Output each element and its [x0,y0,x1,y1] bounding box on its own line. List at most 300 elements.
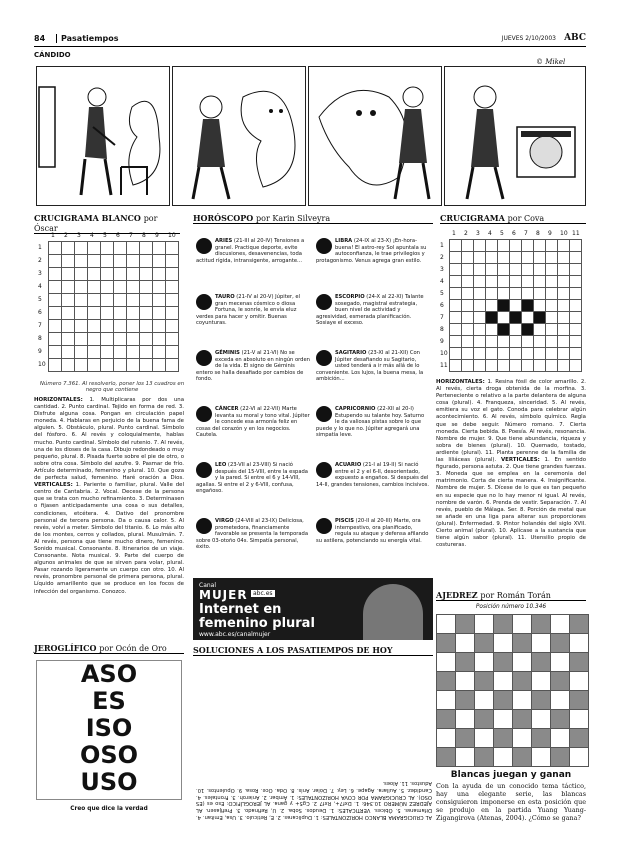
grid-cell[interactable] [570,312,582,324]
grid-cell[interactable] [140,359,153,372]
grid-cell[interactable] [101,281,114,294]
grid-cell[interactable] [166,268,179,281]
grid-cell[interactable] [450,312,462,324]
chess-square[interactable] [494,729,513,748]
grid-cell[interactable] [450,348,462,360]
grid-cell[interactable] [127,255,140,268]
grid-cell[interactable] [570,324,582,336]
chess-square[interactable] [475,729,494,748]
chess-square[interactable] [570,634,589,653]
grid-cell[interactable] [522,360,534,372]
grid-cell[interactable] [462,348,474,360]
grid-cell[interactable] [153,242,166,255]
grid-cell[interactable] [101,333,114,346]
grid-cell[interactable] [166,307,179,320]
grid-cell[interactable] [88,242,101,255]
grid-cell[interactable] [166,242,179,255]
grid-cell[interactable] [558,288,570,300]
chess-square[interactable] [551,729,570,748]
grid-cell[interactable] [75,255,88,268]
grid-cell[interactable] [49,346,62,359]
grid-cell[interactable] [522,312,534,324]
chess-square[interactable] [494,748,513,767]
grid-cell[interactable] [486,360,498,372]
grid-cell[interactable] [474,312,486,324]
grid-cell[interactable] [88,333,101,346]
grid-cell[interactable] [570,360,582,372]
grid-cell[interactable] [140,281,153,294]
grid-cell[interactable] [522,240,534,252]
chess-square[interactable] [456,672,475,691]
grid-cell[interactable] [450,300,462,312]
grid-cell[interactable] [114,268,127,281]
grid-cell[interactable] [153,255,166,268]
grid-cell[interactable] [114,346,127,359]
grid-cell[interactable] [140,268,153,281]
grid-cell[interactable] [558,252,570,264]
grid-cell[interactable] [546,312,558,324]
grid-cell[interactable] [534,348,546,360]
grid-cell[interactable] [153,294,166,307]
chess-square[interactable] [570,672,589,691]
chess-square[interactable] [475,653,494,672]
grid-cell[interactable] [62,294,75,307]
canal-mujer-ad[interactable] [193,578,433,640]
grid-cell[interactable] [127,307,140,320]
grid-cell[interactable] [127,294,140,307]
chess-square[interactable] [532,729,551,748]
grid-cell[interactable] [486,324,498,336]
chess-square[interactable] [437,748,456,767]
zodiac-icon [196,518,212,534]
grid-cell[interactable] [62,359,75,372]
grid-cell[interactable] [140,255,153,268]
grid-cell[interactable] [522,336,534,348]
chess-square[interactable] [494,672,513,691]
chess-square[interactable] [532,691,551,710]
grid-cell[interactable] [114,294,127,307]
grid-cell[interactable] [474,252,486,264]
grid-cell[interactable] [534,252,546,264]
grid-cell[interactable] [558,312,570,324]
grid-cell[interactable] [546,360,558,372]
chess-square[interactable] [437,710,456,729]
grid-cell[interactable] [546,300,558,312]
grid-cell[interactable] [462,360,474,372]
grid-cell[interactable] [522,348,534,360]
chess-square[interactable] [532,672,551,691]
chess-square[interactable] [475,710,494,729]
grid-cell[interactable] [474,240,486,252]
grid-cell[interactable] [101,320,114,333]
grid-cell[interactable] [522,300,534,312]
grid-cell[interactable] [498,264,510,276]
zodiac-icon [316,294,332,310]
grid-cell[interactable] [49,359,62,372]
chess-square[interactable] [570,653,589,672]
chess-square[interactable] [551,691,570,710]
chess-square[interactable] [570,729,589,748]
chess-square[interactable] [437,615,456,634]
grid-cell[interactable] [510,348,522,360]
grid-cell[interactable] [127,333,140,346]
chess-square[interactable] [456,729,475,748]
grid-cell[interactable] [486,264,498,276]
chess-square[interactable] [513,615,532,634]
grid-cell[interactable] [510,240,522,252]
grid-cell[interactable] [522,288,534,300]
grid-cell[interactable] [534,288,546,300]
grid-cell[interactable] [522,264,534,276]
grid-cell[interactable] [486,276,498,288]
grid-cell[interactable] [462,336,474,348]
chess-square[interactable] [456,653,475,672]
grid-cell[interactable] [546,336,558,348]
grid-cell[interactable] [546,264,558,276]
chess-square[interactable] [494,634,513,653]
grid-cell[interactable] [49,268,62,281]
grid-cell[interactable] [101,307,114,320]
grid-cell[interactable] [522,324,534,336]
row-label: 9 [440,338,444,345]
grid-cell[interactable] [127,281,140,294]
grid-cell[interactable] [486,252,498,264]
grid-cell[interactable] [510,336,522,348]
grid-cell[interactable] [486,336,498,348]
grid-cell[interactable] [166,333,179,346]
grid-cell[interactable] [558,324,570,336]
grid-cell[interactable] [510,360,522,372]
chess-square[interactable] [532,634,551,653]
grid-cell[interactable] [498,324,510,336]
chess-square[interactable] [494,710,513,729]
chess-square[interactable] [570,615,589,634]
grid-cell[interactable] [570,240,582,252]
grid-cell[interactable] [498,312,510,324]
grid-cell[interactable] [462,312,474,324]
crucigrama-blanco-grid[interactable] [48,241,179,372]
grid-cell[interactable] [127,320,140,333]
grid-cell[interactable] [522,276,534,288]
chess-square[interactable] [475,634,494,653]
ad-url[interactable]: www.abc.es/canalmujer [199,631,271,638]
crucigrama-cova-grid[interactable] [449,239,582,372]
grid-cell[interactable] [462,276,474,288]
grid-cell[interactable] [88,320,101,333]
grid-cell[interactable] [101,346,114,359]
grid-cell[interactable] [534,264,546,276]
horoscope-sign-libra [316,238,430,264]
grid-cell[interactable] [534,276,546,288]
grid-cell[interactable] [558,264,570,276]
grid-cell[interactable] [474,360,486,372]
grid-cell[interactable] [127,346,140,359]
grid-cell[interactable] [166,320,179,333]
chess-square[interactable] [551,634,570,653]
chess-square[interactable] [437,653,456,672]
ad-woman-photo [363,584,423,640]
grid-cell[interactable] [522,252,534,264]
grid-cell[interactable] [474,348,486,360]
grid-cell[interactable] [166,281,179,294]
grid-cell[interactable] [558,336,570,348]
chess-square[interactable] [437,729,456,748]
chess-board[interactable] [436,614,589,767]
grid-cell[interactable] [498,360,510,372]
chess-square[interactable] [513,748,532,767]
cc-verticales-label: VERTICALES: [501,457,540,464]
grid-cell[interactable] [49,333,62,346]
grid-cell[interactable] [510,264,522,276]
grid-cell[interactable] [114,242,127,255]
chess-square[interactable] [494,691,513,710]
grid-cell[interactable] [49,320,62,333]
grid-cell[interactable] [570,300,582,312]
grid-cell[interactable] [498,240,510,252]
grid-cell[interactable] [570,336,582,348]
grid-cell[interactable] [510,312,522,324]
grid-cell[interactable] [114,320,127,333]
grid-cell[interactable] [127,242,140,255]
grid-cell[interactable] [486,312,498,324]
grid-cell[interactable] [114,359,127,372]
grid-cell[interactable] [474,264,486,276]
crucigrama-cova-col-labels [449,230,589,238]
grid-cell[interactable] [558,240,570,252]
grid-cell[interactable] [153,359,166,372]
chess-square[interactable] [437,672,456,691]
cb-verticales-label: VERTICALES: [34,482,73,489]
grid-cell[interactable] [462,252,474,264]
grid-cell[interactable] [88,281,101,294]
grid-cell[interactable] [498,288,510,300]
grid-cell[interactable] [570,348,582,360]
grid-cell[interactable] [75,307,88,320]
grid-cell[interactable] [101,359,114,372]
grid-cell[interactable] [546,276,558,288]
grid-cell[interactable] [49,307,62,320]
grid-cell[interactable] [153,320,166,333]
grid-cell[interactable] [140,346,153,359]
chess-square[interactable] [551,653,570,672]
grid-cell[interactable] [153,346,166,359]
chess-square[interactable] [513,634,532,653]
grid-cell[interactable] [462,324,474,336]
grid-cell[interactable] [498,300,510,312]
grid-cell[interactable] [62,333,75,346]
chess-square[interactable] [513,672,532,691]
grid-cell[interactable] [558,276,570,288]
chess-square[interactable] [437,634,456,653]
chess-square[interactable] [456,615,475,634]
grid-cell[interactable] [534,240,546,252]
grid-cell[interactable] [534,300,546,312]
grid-cell[interactable] [62,281,75,294]
grid-cell[interactable] [114,307,127,320]
grid-cell[interactable] [153,307,166,320]
chess-square[interactable] [456,748,475,767]
grid-cell[interactable] [546,252,558,264]
chess-square[interactable] [532,615,551,634]
grid-cell[interactable] [153,333,166,346]
grid-cell[interactable] [450,324,462,336]
grid-cell[interactable] [88,255,101,268]
grid-cell[interactable] [75,346,88,359]
grid-cell[interactable] [546,348,558,360]
grid-cell[interactable] [498,336,510,348]
grid-cell[interactable] [49,281,62,294]
grid-cell[interactable] [534,324,546,336]
row-label: 6 [38,309,42,316]
grid-cell[interactable] [498,276,510,288]
chess-square[interactable] [475,691,494,710]
chess-square[interactable] [437,691,456,710]
chess-square[interactable] [456,691,475,710]
grid-cell[interactable] [88,294,101,307]
grid-cell[interactable] [510,300,522,312]
grid-cell[interactable] [450,288,462,300]
grid-cell[interactable] [534,336,546,348]
chess-square[interactable] [570,710,589,729]
grid-cell[interactable] [450,240,462,252]
grid-cell[interactable] [450,264,462,276]
grid-cell[interactable] [127,268,140,281]
grid-cell[interactable] [75,333,88,346]
grid-cell[interactable] [474,276,486,288]
chess-square[interactable] [475,672,494,691]
grid-cell[interactable] [140,307,153,320]
chess-square[interactable] [513,653,532,672]
grid-cell[interactable] [462,264,474,276]
grid-cell[interactable] [140,242,153,255]
chess-square[interactable] [456,710,475,729]
grid-cell[interactable] [62,320,75,333]
grid-cell[interactable] [75,268,88,281]
grid-cell[interactable] [498,252,510,264]
grid-cell[interactable] [570,276,582,288]
grid-cell[interactable] [462,240,474,252]
grid-cell[interactable] [570,252,582,264]
grid-cell[interactable] [486,240,498,252]
grid-cell[interactable] [101,294,114,307]
grid-cell[interactable] [49,294,62,307]
grid-cell[interactable] [510,276,522,288]
chess-square[interactable] [513,691,532,710]
grid-cell[interactable] [62,268,75,281]
chess-square[interactable] [494,653,513,672]
grid-cell[interactable] [140,294,153,307]
grid-cell[interactable] [450,360,462,372]
grid-cell[interactable] [570,288,582,300]
grid-cell[interactable] [49,242,62,255]
grid-cell[interactable] [88,307,101,320]
grid-cell[interactable] [75,294,88,307]
grid-cell[interactable] [101,255,114,268]
grid-cell[interactable] [570,264,582,276]
grid-cell[interactable] [62,242,75,255]
grid-cell[interactable] [49,255,62,268]
grid-cell[interactable] [462,300,474,312]
chess-square[interactable] [570,691,589,710]
grid-cell[interactable] [486,288,498,300]
grid-cell[interactable] [546,240,558,252]
grid-cell[interactable] [101,268,114,281]
grid-cell[interactable] [140,333,153,346]
grid-cell[interactable] [88,359,101,372]
grid-cell[interactable] [462,288,474,300]
chess-square[interactable] [551,672,570,691]
chess-square[interactable] [532,748,551,767]
sign-name: SAGITARIO [335,350,367,356]
grid-cell[interactable] [88,268,101,281]
grid-cell[interactable] [88,346,101,359]
grid-cell[interactable] [510,252,522,264]
grid-cell[interactable] [534,360,546,372]
grid-cell[interactable] [486,348,498,360]
chess-square[interactable] [551,615,570,634]
chess-square[interactable] [532,710,551,729]
chess-square[interactable] [532,653,551,672]
chess-square[interactable] [456,634,475,653]
grid-cell[interactable] [114,333,127,346]
grid-cell[interactable] [166,346,179,359]
chess-square[interactable] [513,729,532,748]
chess-square[interactable] [494,615,513,634]
grid-cell[interactable] [534,312,546,324]
grid-cell[interactable] [510,288,522,300]
chess-square[interactable] [551,710,570,729]
chess-square[interactable] [570,748,589,767]
grid-cell[interactable] [450,336,462,348]
grid-cell[interactable] [510,324,522,336]
grid-cell[interactable] [75,281,88,294]
grid-cell[interactable] [101,242,114,255]
chess-square[interactable] [513,710,532,729]
chess-square[interactable] [475,615,494,634]
grid-cell[interactable] [166,359,179,372]
grid-cell[interactable] [546,324,558,336]
grid-cell[interactable] [166,294,179,307]
grid-cell[interactable] [558,300,570,312]
grid-cell[interactable] [474,288,486,300]
grid-cell[interactable] [558,360,570,372]
grid-cell[interactable] [474,336,486,348]
grid-cell[interactable] [62,346,75,359]
grid-cell[interactable] [546,288,558,300]
grid-cell[interactable] [75,320,88,333]
chess-square[interactable] [551,748,570,767]
grid-cell[interactable] [114,281,127,294]
grid-cell[interactable] [140,320,153,333]
grid-cell[interactable] [153,268,166,281]
grid-cell[interactable] [153,281,166,294]
chess-square[interactable] [475,748,494,767]
grid-cell[interactable] [62,307,75,320]
grid-cell[interactable] [474,324,486,336]
grid-cell[interactable] [166,255,179,268]
grid-cell[interactable] [498,348,510,360]
grid-cell[interactable] [75,359,88,372]
grid-cell[interactable] [558,348,570,360]
grid-cell[interactable] [62,255,75,268]
grid-cell[interactable] [474,300,486,312]
grid-cell[interactable] [75,242,88,255]
grid-cell[interactable] [127,359,140,372]
grid-cell[interactable] [450,276,462,288]
grid-cell[interactable] [114,255,127,268]
grid-cell[interactable] [450,252,462,264]
grid-cell[interactable] [486,300,498,312]
